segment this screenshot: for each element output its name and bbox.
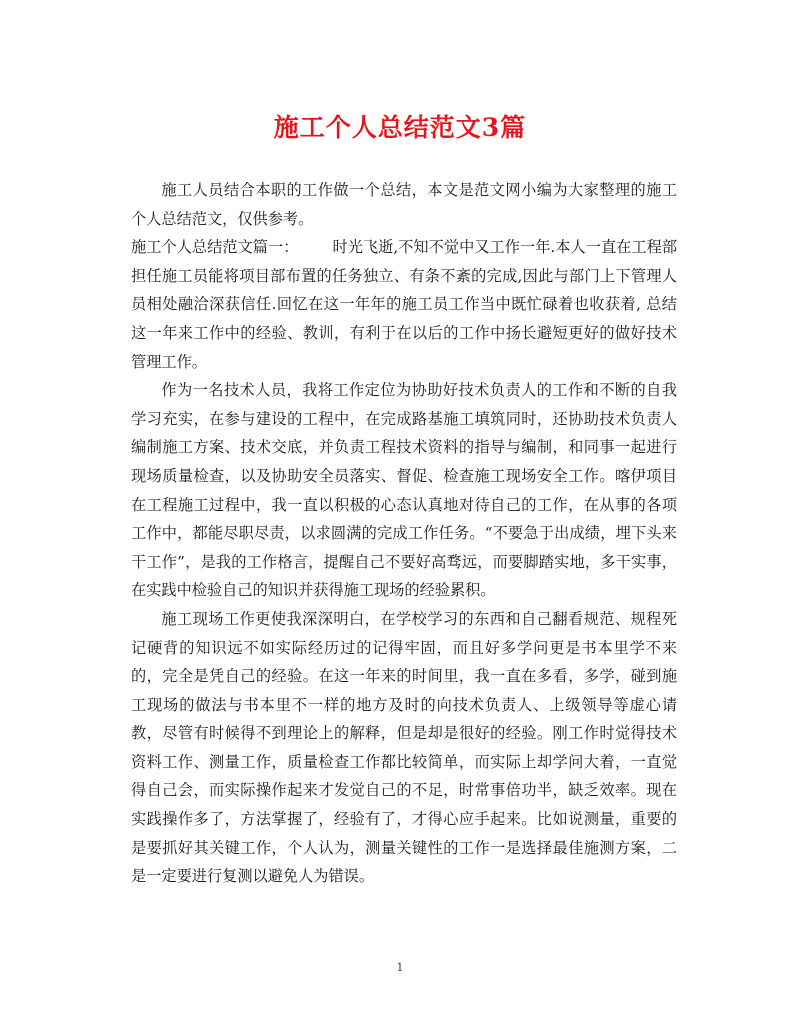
section-heading: 施工个人总结范文篇一： bbox=[131, 238, 299, 257]
intro-paragraph: 施工人员结合本职的工作做一个总结，本文是范文网小编为大家整理的施工个人总结范文，仅供参考。 bbox=[131, 181, 677, 228]
section-paragraph bbox=[131, 233, 677, 376]
page-number: 1 bbox=[396, 961, 404, 974]
body-paragraph-2: 施工现场工作更使我深深明白，在学校学习的东西和自己翻看规范、规程死记硬背的知识远不如实际经历过的记得牢固，而且好多学问更是书本里学不来的，完全是凭自己的经验。在这一年来的时间里，我一直在多看，多学，碰到施工现场的做法与书本里不一样的地方及时的向技术负责人、上级领导等虚心请教，尽管有时候得不到理论上的解释，但是却是很好的经验。刚工作时觉得技术资料工作、测量工作，质量检查工作都比较简单，而实际上却学问大着，一直觉得自己会，而实际操作起来才发觉自己的不足，时常事倍功半，缺乏效率。现在实践操作多了，方法掌握了，经验有了，才得心应手起来。比如说测量，重要的是要抓好其关键工作，个人认为，测量关键性的工作一是选择最佳施测方案，二是一定要进行复测以避免人为错误。 bbox=[131, 609, 677, 886]
document-title: 施工个人总结范文3篇 bbox=[273, 113, 527, 142]
document-body bbox=[131, 176, 677, 891]
body-paragraph-1: 作为一名技术人员，我将工作定位为协助好技术负责人的工作和不断的自我学习充实，在参与建设的工程中，在完成路基施工填筑同时，还协助技术负责人编制施工方案、技术交底，并负责工程技术资料的指导与编制，和同事一起进行现场质量检查，以及协助安全员落实、督促、检查施工现场安全工作。喀伊项目在工程施工过程中，我一直以积极的心态认真地对待自己的工作，在从事的各项工作中，都能尽职尽责，以求圆满的完成工作任务。“不要急于出成绩，埋下头来干工作”，是我的工作格言，提醒自己不要好高骛远，而要脚踏实地，多干实事，在实践中检验自己的知识并获得施工现场的经验累积。 bbox=[131, 381, 677, 600]
section-first-paragraph: 时光飞逝,不知不觉中又工作一年.本人一直在工程部担任施工员能将项目部布置的任务独立、有条不紊的完成,因此与部门上下管理人员相处融洽深获信任.回忆在这一年年的施工员工作当中既忙碌着也收获着, 总结这一年来工作中的经验、教训，有利于在以后的工作中扬长避短更好的做好技术管理工作。 bbox=[131, 238, 678, 371]
